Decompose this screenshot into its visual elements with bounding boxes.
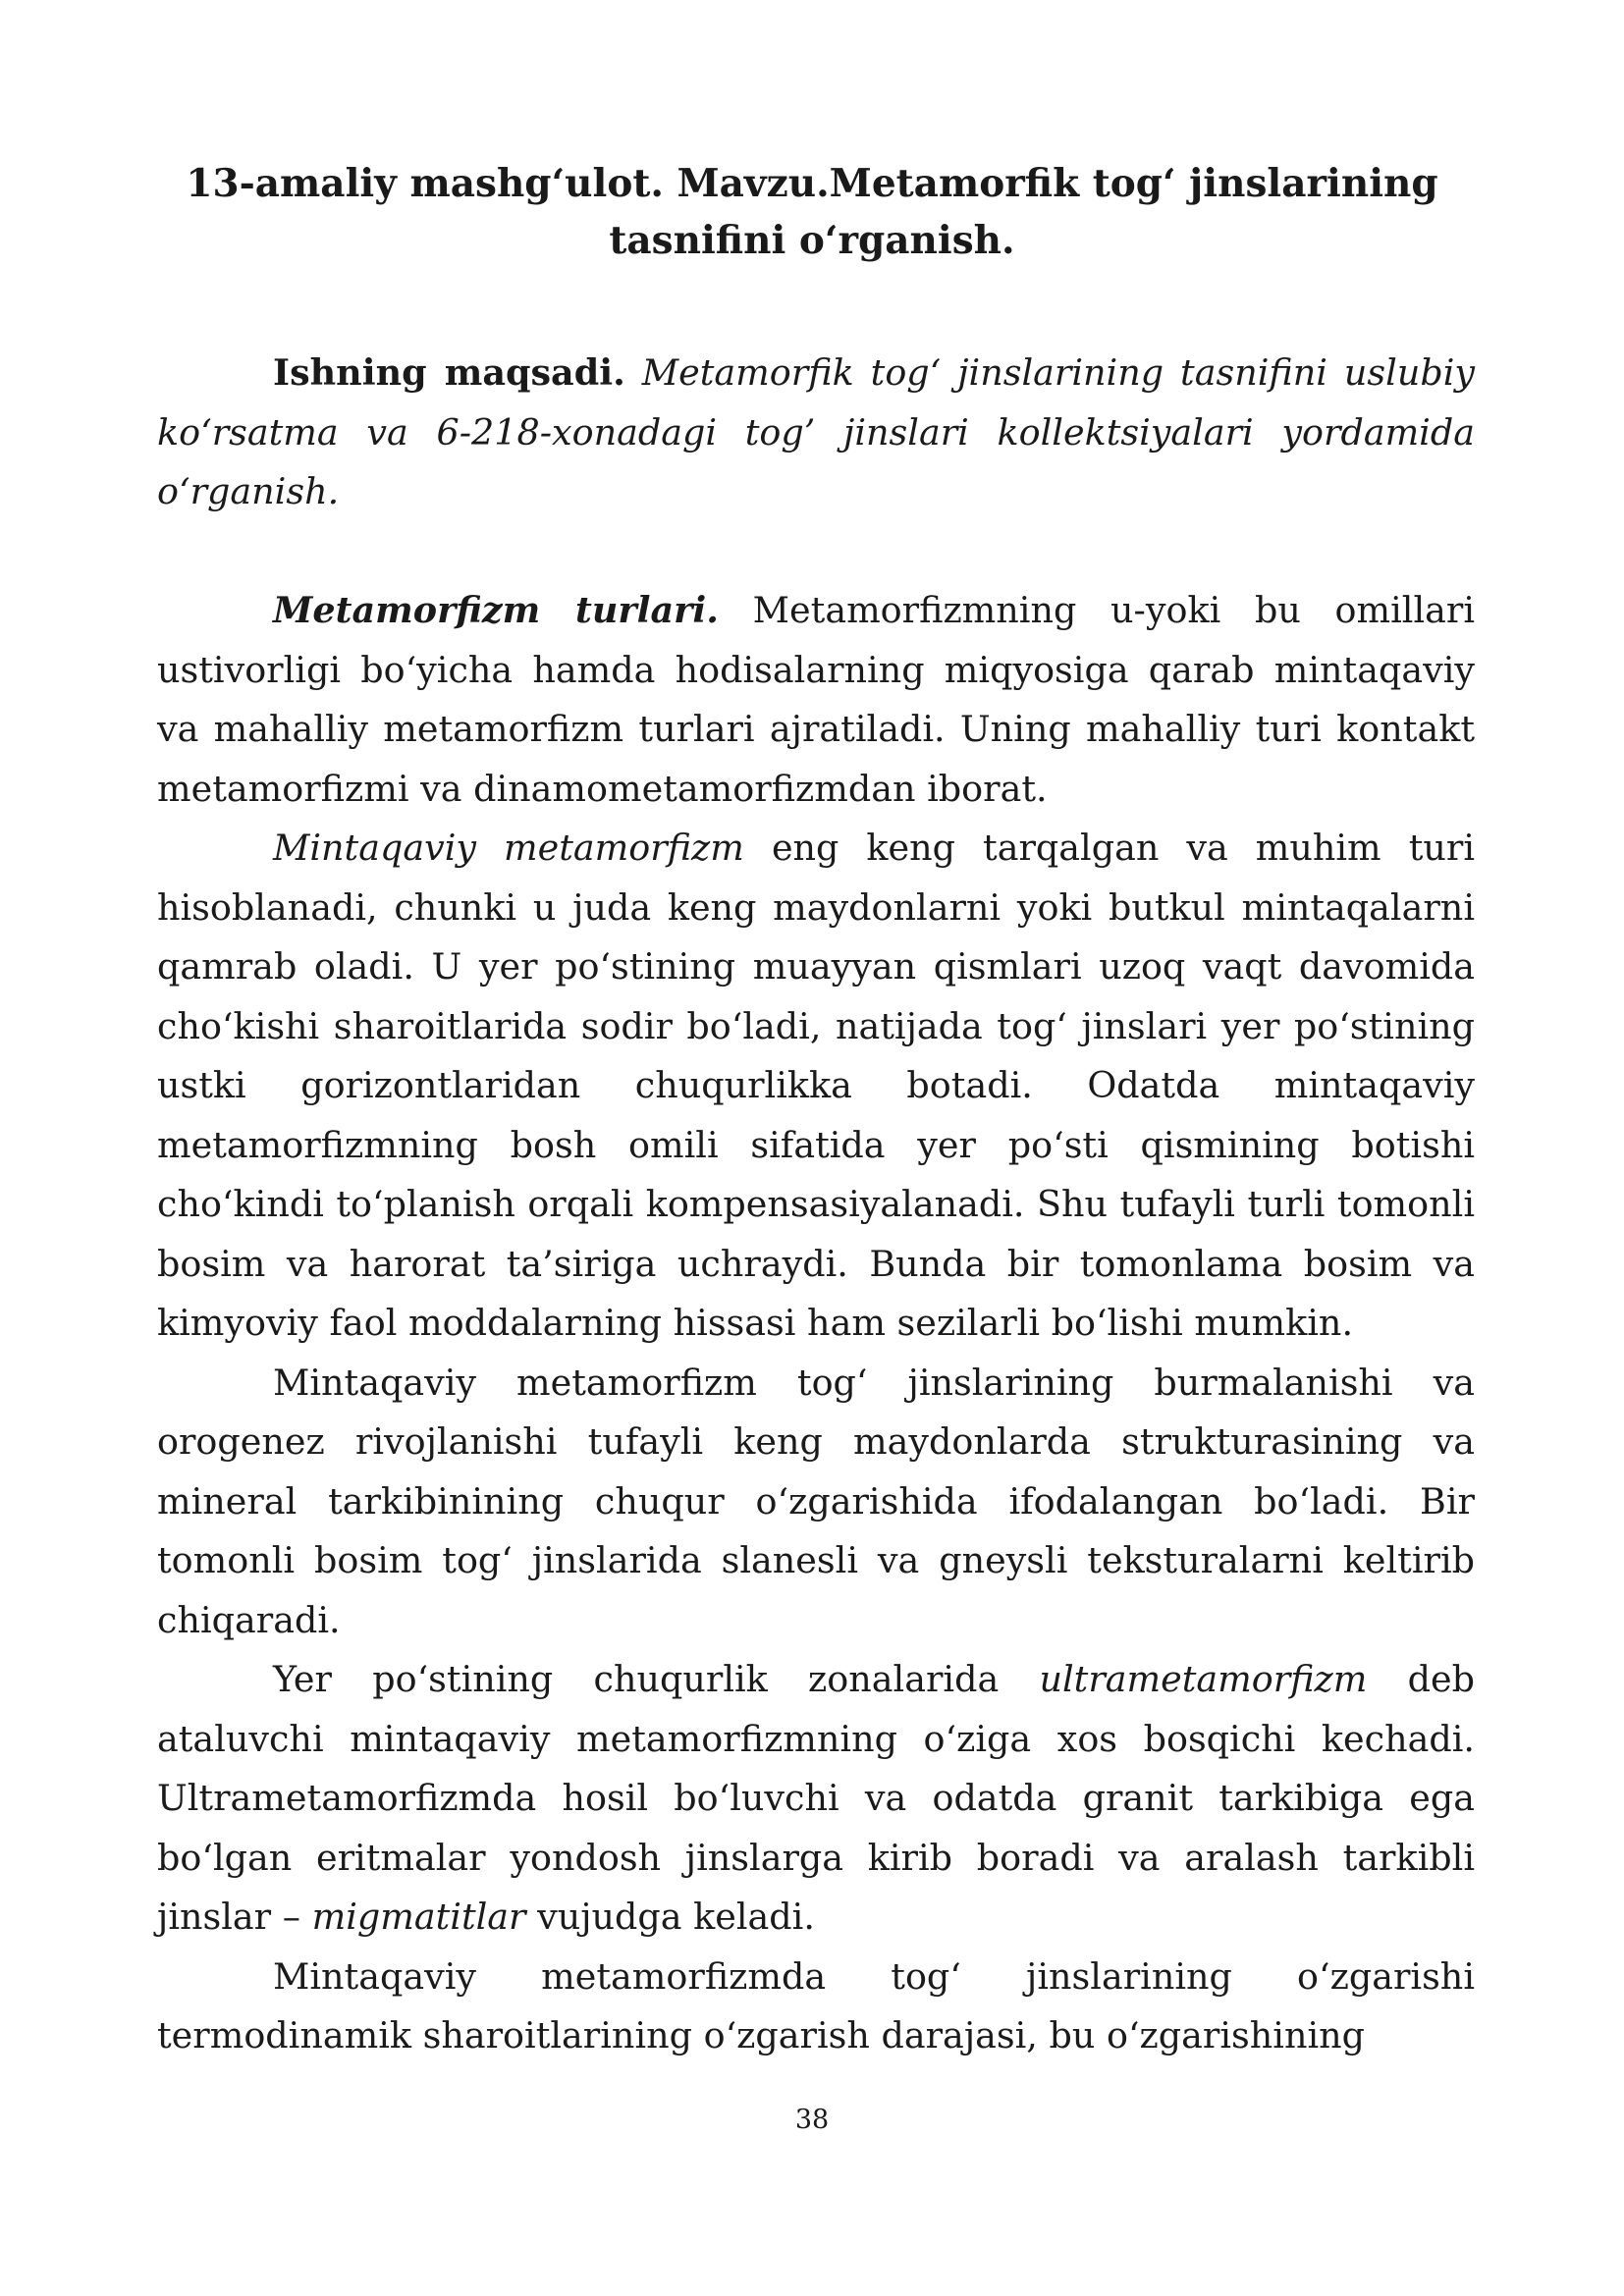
goal-text: Metamorfik tog‘ jinslarining tasnifini uslubiy ko‘rsatma va 6-218-xonadagi tog’ jinslari kollektsiyalari yordamida o‘rganish. (157, 351, 1475, 512)
title-line-1: 13-amaliy mashg‘ulot. Mavzu.Metamorfik tog‘ jinslarining (186, 161, 1438, 206)
paragraph-2-term: Mintaqaviy metamorfizm (273, 827, 744, 869)
title-line-2: tasnifini o‘rganish. (609, 218, 1015, 263)
section-1-heading: Metamorfizm turlari. (273, 589, 719, 631)
paragraph-3-text: Mintaqaviy metamorfizm tog‘ jinslarining burmalanishi va orogenez rivojlanishi tufayli keng maydonlarda strukturasining va mineral tarkibinining chuqur o‘zgarishida ifodalangan bo‘ladi. Bir tomonli bosim tog‘ jinslarida slanesli va gneysli teksturalarni keltirib chiqaradi. (157, 1361, 1475, 1641)
paragraph-4-term-2: migmatitlar (311, 1896, 526, 1938)
paragraph-4-text-after: vujudga keladi. (537, 1896, 815, 1938)
page-title (157, 155, 1467, 269)
section-1-text: Metamorfizmning u-yoki bu omillari ustivorligi bo‘yicha hamda hodisalarning miqyosiga qarab mintaqaviy va mahalliy metamorfizm turlari ajratiladi. Uning mahalliy turi kontakt metamorfizmi va dinamometamorfizmdan iborat. (157, 589, 1476, 810)
paragraph-2 (157, 819, 1475, 1354)
section-1-paragraph (157, 581, 1475, 819)
paragraph-2-text: eng keng tarqalgan va muhim turi hisoblanadi, chunki u juda keng maydonlarni yoki butkul mintaqalarni qamrab oladi. U yer po‘stining muayyan qismlari uzoq vaqt davomida cho‘kishi sharoitlarida sodir bo‘ladi, natijada tog‘ jinslari yer po‘stining ustki gorizontlaridan chuqurlikka botadi. Odatda mintaqaviy metamorfizmning bosh omili sifatida yer po‘sti qismining botishi cho‘kindi to‘planish orqali kompensasiyalanadi. Shu tufayli turli tomonli bosim va harorat ta’siriga uchraydi. Bunda bir tomonlama bosim va kimyoviy faol moddalarning hissasi ham sezilarli bo‘lishi mumkin. (157, 827, 1475, 1344)
goal-label: Ishning maqsadi. (273, 351, 625, 394)
paragraph-5-text: Mintaqaviy metamorfizmda tog‘ jinslarining o‘zgarishi termodinamik sharoitlarining o‘zgarish darajasi, bu o‘zgarishining (157, 1954, 1475, 2056)
goal-paragraph (157, 344, 1475, 522)
paragraph-3 (157, 1354, 1475, 1651)
paragraph-4-term: ultrametamorfizm (1039, 1658, 1368, 1700)
paragraph-4-text-before: Yer po‘stining chuqurlik zonalarida (273, 1658, 1000, 1700)
page-number: 38 (794, 2105, 830, 2135)
paragraph-5 (157, 1948, 1475, 2066)
body-text (157, 581, 1475, 2066)
goal-block (157, 344, 1475, 522)
paragraph-4-text-middle: deb ataluvchi mintaqaviy metamorfizmning o‘ziga xos bosqichi kechadi. Ultrametamorfizmda hosil bo‘luvchi va odatda granit tarkibiga ega bo‘lgan eritmalar yondosh jinslarga kirib boradi va aralash tarkibli jinslar – (157, 1658, 1476, 1938)
paragraph-4 (157, 1650, 1475, 1948)
